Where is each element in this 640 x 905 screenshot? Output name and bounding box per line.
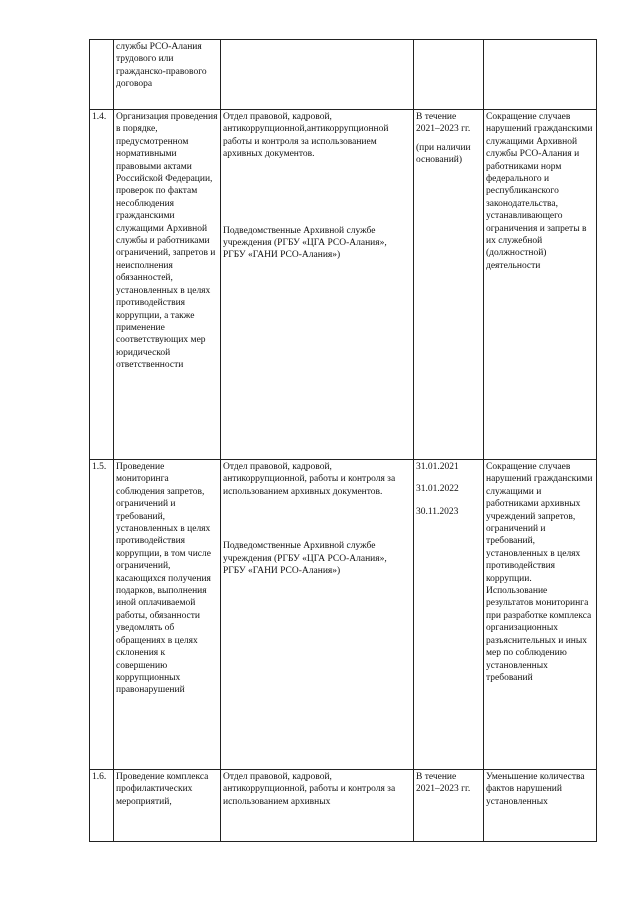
executor-department: Отдел правовой, кадровой, антикоррупционной, работы и контроля за использованием архивных	[223, 772, 396, 807]
terms-cell	[414, 40, 484, 110]
anti-corruption-plan-table	[89, 39, 597, 842]
executors-cell	[221, 40, 414, 110]
term-date: 31.01.2022	[416, 484, 459, 495]
terms-cell	[414, 460, 484, 770]
result-cell: Сокращение случаев нарушений гражданскими служащими и работниками архивных учреждений запретов, ограничений и требований, установленных в целях противодействия коррупции. Использование результатов мониторинга при разработке комплекса организационных разъяснительных и иных мер по соблюдению установленных требований	[484, 460, 597, 770]
measure-cell: Организация проведения в порядке, предусмотренном нормативными правовыми актами Российской Федерации, проверок по фактам несоблюдения гражданскими служащими Архивной службы и работниками ограничений, запретов и неисполнения обязанностей, установленных в целях противодействия коррупции, а также применение соответствующих мер юридической ответственности	[114, 110, 221, 460]
term-date: 30.11.2023	[416, 506, 459, 517]
term-period: В течение 2021–2023 гг.	[416, 112, 471, 135]
measure-cell: службы РСО-Алания трудового или гражданско-правового договора	[114, 40, 221, 110]
executors-cell	[221, 770, 414, 842]
table-row	[90, 770, 597, 842]
term-date: 31.01.2021	[416, 462, 459, 472]
measure-cell: Проведение мониторинга соблюдения запретов, ограничений и требований, установленных в целях противодействия коррупции, в том числе ограничений, касающихся получения подарков, выполнения иной оплачиваемой работы, обязанности уведомлять об обращениях в целях склонения к совершению коррупционных правонарушений	[114, 460, 221, 770]
result-cell	[484, 40, 597, 110]
row-number: 1.6.	[90, 770, 114, 842]
row-number	[90, 40, 114, 110]
executor-institutions: Подведомственные Архивной службе учреждения (РГБУ «ЦГА РСО-Алания», РГБУ «ГАНИ РСО-Алания»)	[223, 225, 387, 261]
executor-institutions: Подведомственные Архивной службе учреждения (РГБУ «ЦГА РСО-Алания», РГБУ «ГАНИ РСО-Алания»)	[223, 541, 387, 577]
terms-cell	[414, 770, 484, 842]
term-note: (при наличии оснований)	[416, 142, 471, 166]
table-row	[90, 110, 597, 460]
terms-cell	[414, 110, 484, 460]
row-number: 1.4.	[90, 110, 114, 460]
table-row	[90, 460, 597, 770]
executor-department: Отдел правовой, кадровой, антикоррупционной, работы и контроля за использованием архивных документов.	[223, 462, 396, 497]
measure-cell: Проведение комплекса профилактических мероприятий,	[114, 770, 221, 842]
table-row	[90, 40, 597, 110]
row-number: 1.5.	[90, 460, 114, 770]
result-cell: Сокращение случаев нарушений гражданскими служащими Архивной службы РСО-Алания и работниками норм федерального и республиканского законодательства, устанавливающего ограничения и запреты в их служебной (должностной) деятельности	[484, 110, 597, 460]
executor-department: Отдел правовой, кадровой, антикоррупционной,антикоррупционной работы и контроля за использованием архивных документов.	[223, 112, 389, 160]
executors-cell	[221, 460, 414, 770]
term-period: В течение 2021–2023 гг.	[416, 772, 471, 795]
executors-cell	[221, 110, 414, 460]
result-cell: Уменьшение количества фактов нарушений установленных	[484, 770, 597, 842]
